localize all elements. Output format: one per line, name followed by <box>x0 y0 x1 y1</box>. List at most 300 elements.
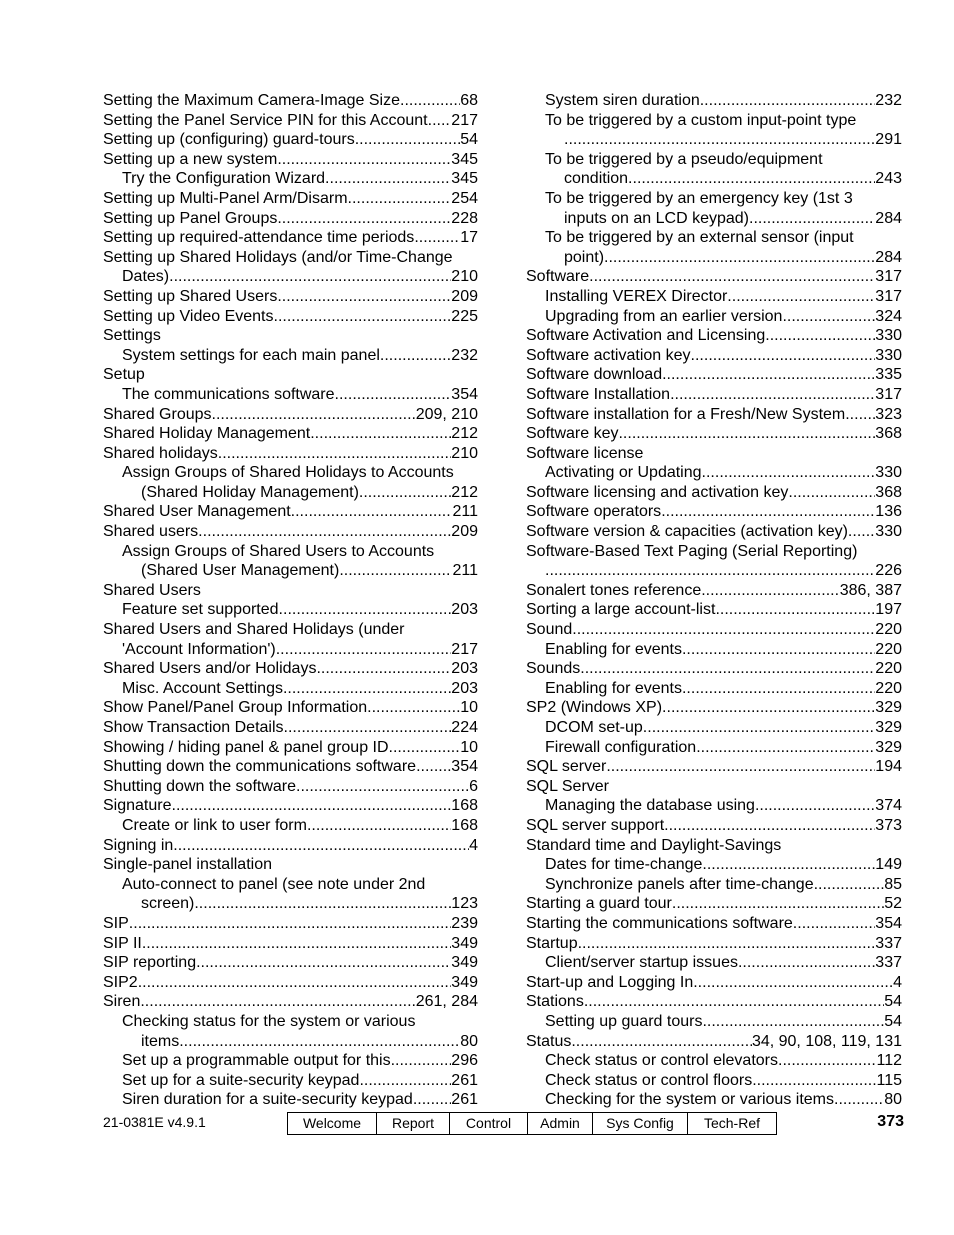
index-entry-page: 368 <box>875 425 902 443</box>
dot-leader <box>572 620 875 640</box>
index-entry-text: To be triggered by an external sensor (input <box>545 229 854 247</box>
dot-leader <box>428 111 452 131</box>
index-entry <box>526 1032 902 1052</box>
index-entry-page: 261 <box>451 1071 478 1089</box>
index-entry-text: Setting the Maximum Camera-Image Size <box>103 92 400 109</box>
dot-leader <box>584 992 884 1012</box>
index-entry-page: 211 <box>452 562 478 580</box>
index-entry-page: 115 <box>876 1071 902 1089</box>
index-entry <box>526 1012 902 1032</box>
dot-leader <box>316 659 451 679</box>
dot-leader <box>296 777 469 797</box>
index-entry-page: 168 <box>451 816 478 834</box>
dot-leader <box>416 757 451 777</box>
index-entry-text: Setting up (configuring) guard-tours <box>103 131 355 149</box>
dot-leader <box>693 973 893 993</box>
index-entry-text: Setting up a new system <box>103 150 278 168</box>
index-entry-text: Setting up required-attendance time periods <box>103 229 415 247</box>
index-entry-text: Shared User Management <box>103 503 291 521</box>
dot-leader <box>391 1051 452 1071</box>
index-entry <box>103 483 478 503</box>
dot-leader <box>752 1071 876 1091</box>
index-entry-text: Software licensing and activation key <box>526 483 789 501</box>
index-entry-text: Misc. Account Settings <box>122 679 283 697</box>
index-entry <box>526 385 902 405</box>
index-entry-text: Start-up and Logging In <box>526 973 694 991</box>
index-entry-page: 168 <box>451 797 478 815</box>
index-entry-page: 329 <box>875 699 902 717</box>
footer-nav-bar <box>287 1112 777 1135</box>
index-entry-text: items <box>141 1032 180 1050</box>
dot-leader <box>218 444 452 464</box>
dot-leader <box>140 992 415 1012</box>
index-entry <box>526 483 902 503</box>
index-entry-page: 284 <box>875 248 902 266</box>
index-entry-text: Synchronize panels after time-change <box>545 875 814 893</box>
dot-leader <box>380 346 451 366</box>
index-entry-page: 330 <box>875 523 902 541</box>
index-entry <box>526 659 902 679</box>
index-entry-text: Shared Users <box>103 581 201 599</box>
index-entry-text: Set up a programmable output for this <box>122 1052 391 1070</box>
index-entry-text: Software-Based Text Paging (Serial Reporting) <box>526 542 858 560</box>
index-entry-page: 210 <box>451 444 478 462</box>
index-entry <box>526 640 902 660</box>
index-entry <box>526 189 902 209</box>
index-entry-page: 224 <box>451 719 478 736</box>
index-entry-text: Feature set supported <box>122 601 279 619</box>
index-entry-text: Software Installation <box>526 385 671 403</box>
dot-leader <box>682 640 875 660</box>
index-entry-page: 197 <box>875 601 902 619</box>
index-entry <box>103 992 478 1012</box>
index-entry-text: Installing VEREX Director <box>545 287 728 305</box>
index-entry <box>103 620 478 640</box>
index-entry-page: 337 <box>875 934 902 952</box>
index-entry <box>103 914 478 934</box>
index-entry-page: 220 <box>875 660 902 678</box>
index-entry <box>103 581 478 601</box>
index-entry-page: 261, 284 <box>415 993 478 1011</box>
index-entry <box>103 287 478 307</box>
dot-leader <box>212 405 416 425</box>
index-entry-page: 330 <box>875 346 902 364</box>
dot-leader <box>738 953 875 973</box>
index-entry <box>526 581 902 601</box>
dot-leader <box>604 248 875 268</box>
index-entry-text: SIP II <box>103 934 142 952</box>
index-entry-text: (Shared Holiday Management) <box>141 483 359 501</box>
index-entry-text: Client/server startup issues <box>545 954 738 972</box>
index-entry <box>103 424 478 444</box>
dot-leader <box>682 679 875 699</box>
index-entry-page: 329 <box>875 738 902 756</box>
index-entry <box>103 561 478 581</box>
index-entry-page: 291 <box>875 131 902 149</box>
index-entry <box>103 796 478 816</box>
index-entry-text: Sounds <box>526 660 581 678</box>
index-entry-text: Shared holidays <box>103 444 218 462</box>
dot-leader <box>571 1032 752 1052</box>
index-entry-text: Assign Groups of Shared Holidays to Accounts <box>122 464 454 482</box>
index-entry-text: Set up for a suite-security keypad <box>122 1071 360 1089</box>
index-entry-text: To be triggered by an emergency key (1st 3 <box>545 189 853 207</box>
index-entry-text: Shared Groups <box>103 405 212 423</box>
index-entry-text: Software version & capacities (activation key) <box>526 523 848 541</box>
index-entry-page: 261 <box>451 1091 478 1109</box>
index-entry-page: 329 <box>875 719 902 736</box>
index-entry <box>103 248 478 268</box>
index-entry-text: Single-panel installation <box>103 856 272 874</box>
index-entry <box>526 287 902 307</box>
dot-leader <box>173 836 469 856</box>
index-entry <box>526 326 902 346</box>
index-entry-page: 354 <box>451 385 478 403</box>
dot-leader <box>367 698 460 718</box>
index-entry <box>103 698 478 718</box>
index-entry-text: Setting up Shared Holidays (and/or Time-Change <box>103 248 453 266</box>
index-entry-text: point) <box>564 248 605 266</box>
index-entry-text: Create or link to user form <box>122 816 307 834</box>
index-entry-page: 212 <box>451 425 478 443</box>
index-entry-text: Starting the communications software <box>526 914 793 932</box>
dot-leader <box>702 855 875 875</box>
nav-tech-ref-link[interactable]: Tech-Ref <box>703 1115 761 1131</box>
index-entry-text: Signing in <box>103 836 174 854</box>
index-entry-text: Assign Groups of Shared Users to Accounts <box>122 542 435 560</box>
index-entry-page: 354 <box>875 914 902 932</box>
index-entry-text: System siren duration <box>545 92 700 109</box>
index-entry-page: 324 <box>875 307 902 325</box>
dot-leader <box>310 424 451 444</box>
dot-leader <box>359 483 451 503</box>
dot-leader <box>277 150 451 170</box>
index-entry <box>526 150 902 170</box>
index-entry-page: 330 <box>875 327 902 345</box>
dot-leader <box>348 189 452 209</box>
index-entry <box>103 111 478 131</box>
index-entry-page: 254 <box>451 189 478 207</box>
index-entry <box>526 228 902 248</box>
index-entry-page: 226 <box>875 562 902 580</box>
dot-leader <box>696 738 875 758</box>
index-entry <box>526 522 902 542</box>
index-entry-page: 4 <box>469 836 478 854</box>
dot-leader <box>400 91 460 111</box>
dot-leader <box>172 796 452 816</box>
dot-leader <box>129 914 452 934</box>
index-entry-page: 373 <box>875 816 902 834</box>
index-entry <box>103 346 478 366</box>
index-entry-text: Startup <box>526 934 578 952</box>
index-entry <box>526 424 902 444</box>
index-entry-text: Software download <box>526 366 663 384</box>
index-entry-page: 203 <box>451 601 478 619</box>
index-entry-page: 243 <box>875 170 902 188</box>
index-entry-page: 225 <box>451 307 478 325</box>
index-entry-text: Checking status for the system or various <box>122 1012 416 1030</box>
index-entry <box>526 346 902 366</box>
dot-leader <box>194 894 451 914</box>
index-entry <box>103 836 478 856</box>
dot-leader <box>142 934 451 954</box>
index-entry <box>526 542 902 562</box>
dot-leader <box>765 326 875 346</box>
index-entry-page: 220 <box>875 679 902 697</box>
nav-report-link[interactable]: Report <box>377 1113 450 1134</box>
dot-leader <box>578 934 876 954</box>
index-entry <box>526 796 902 816</box>
index-entry <box>526 934 902 954</box>
index-entry-page: 220 <box>875 640 902 658</box>
index-entry-page: 349 <box>451 934 478 952</box>
index-entry-page: 217 <box>451 640 478 658</box>
index-entry-text: Starting a guard tour <box>526 895 672 913</box>
index-entry-page: 194 <box>875 758 902 776</box>
index-entry-page: 209 <box>451 523 478 541</box>
index-entry-text: Status <box>526 1032 572 1050</box>
index-entry-text: Dates for time-change <box>545 856 703 874</box>
index-entry-page: 232 <box>451 346 478 364</box>
index-entry-text: Shared Users and Shared Holidays (under <box>103 621 405 639</box>
index-entry-page: 220 <box>875 621 902 639</box>
index-entry-text: Enabling for events <box>545 640 682 658</box>
index-entry-page: 330 <box>875 464 902 482</box>
dot-leader <box>672 894 884 914</box>
index-entry-page: 112 <box>876 1052 902 1070</box>
index-entry-text: SQL server support <box>526 816 665 834</box>
index-entry-text: screen) <box>141 895 195 913</box>
document-id: 21-0381E v4.9.1 <box>103 1114 206 1130</box>
dot-leader <box>339 561 452 581</box>
index-entry <box>526 836 902 856</box>
dot-leader <box>755 796 875 816</box>
index-entry <box>103 267 478 287</box>
index-entry <box>526 992 902 1012</box>
dot-leader <box>198 522 451 542</box>
index-entry-page: 323 <box>875 405 902 423</box>
index-entry-page: 54 <box>884 1012 902 1030</box>
index-entry <box>526 875 902 895</box>
index-entry <box>103 444 478 464</box>
index-entry-page: 317 <box>875 385 902 403</box>
index-entry <box>103 91 478 111</box>
index-entry-text: Shared Holiday Management <box>103 425 311 443</box>
index-entry-text: condition <box>564 170 629 188</box>
index-entry-text: Shutting down the software <box>103 777 297 795</box>
index-entry-page: 296 <box>451 1052 478 1070</box>
dot-leader <box>355 130 461 150</box>
index-right-column <box>526 91 902 1110</box>
index-entry <box>103 659 478 679</box>
dot-leader <box>283 679 451 699</box>
dot-leader <box>700 91 876 111</box>
dot-leader <box>414 228 460 248</box>
index-entry-text: Try the Configuration Wizard <box>122 170 326 188</box>
index-entry <box>103 522 478 542</box>
index-entry-text: Software key <box>526 425 619 443</box>
index-entry-page: 217 <box>451 111 478 129</box>
dot-leader <box>564 130 875 150</box>
index-entry-page: 80 <box>460 1032 478 1050</box>
dot-leader <box>413 1090 451 1110</box>
index-entry <box>526 816 902 836</box>
index-entry <box>526 973 902 993</box>
index-entry-page: 34, 90, 108, 119, 131 <box>751 1032 902 1050</box>
index-entry-text: Software activation key <box>526 346 691 364</box>
index-entry-page: 80 <box>884 1091 902 1109</box>
index-entry-text: Show Panel/Panel Group Information <box>103 699 368 717</box>
index-entry-text: Setting up Panel Groups <box>103 209 278 227</box>
dot-leader <box>670 385 875 405</box>
index-entry <box>103 307 478 327</box>
index-entry <box>103 600 478 620</box>
index-entry-text: Checking for the system or various items <box>545 1091 834 1109</box>
index-entry <box>526 91 902 111</box>
index-entry-text: Shared Users and/or Holidays <box>103 660 317 678</box>
index-entry-page: 203 <box>451 679 478 697</box>
index-entry-text: Shutting down the communications software <box>103 758 417 776</box>
dot-leader <box>727 287 875 307</box>
index-entry-text: Check status or control elevators <box>545 1052 778 1070</box>
index-entry <box>526 777 902 797</box>
index-entry <box>103 953 478 973</box>
index-entry-text: Show Transaction Details <box>103 719 284 736</box>
index-entry <box>103 875 478 895</box>
index-entry <box>526 130 902 150</box>
index-entry-text: To be triggered by a custom input-point type <box>545 111 857 129</box>
dot-leader <box>196 953 451 973</box>
index-entry-text: Settings <box>103 327 161 345</box>
dot-leader <box>389 738 461 758</box>
index-entry-text: To be triggered by a pseudo/equipment <box>545 150 823 168</box>
index-entry <box>103 209 478 229</box>
index-entry-page: 17 <box>460 229 478 247</box>
dot-leader <box>589 267 875 287</box>
dot-leader <box>661 502 875 522</box>
index-entry-page: 232 <box>875 92 902 109</box>
index-entry <box>526 1071 902 1091</box>
index-entry <box>526 365 902 385</box>
dot-leader <box>845 405 875 425</box>
index-entry-page: 4 <box>893 973 902 991</box>
page-number: 373 <box>877 1113 904 1130</box>
dot-leader <box>307 816 451 836</box>
index-entry <box>103 1051 478 1071</box>
nav-welcome-link[interactable]: Welcome <box>288 1113 377 1134</box>
index-entry-text: SQL Server <box>526 777 609 795</box>
index-entry-text: Auto-connect to panel (see note under 2nd <box>122 875 426 893</box>
index-entry-text: The communications software <box>122 385 335 403</box>
index-entry-text: Signature <box>103 797 172 815</box>
index-entry-text: Sonalert tones reference <box>526 581 702 599</box>
index-entry <box>103 228 478 248</box>
index-entry <box>103 1012 478 1032</box>
index-entry <box>103 326 478 346</box>
nav-admin-link[interactable]: Admin <box>528 1113 593 1134</box>
index-entry <box>103 189 478 209</box>
index-entry-text: SIP2 <box>103 973 138 991</box>
index-entry <box>103 973 478 993</box>
index-entry <box>103 640 478 660</box>
index-entry <box>526 307 902 327</box>
dot-leader <box>628 169 875 189</box>
index-entry <box>526 757 902 777</box>
page-footer <box>0 1112 954 1136</box>
index-entry <box>526 620 902 640</box>
index-entry-text: Shared users <box>103 523 199 541</box>
index-entry-text: Software installation for a Fresh/New System <box>526 405 846 423</box>
index-entry-page: 85 <box>884 875 902 893</box>
index-entry <box>103 1071 478 1091</box>
dot-leader <box>169 267 451 287</box>
index-entry-text: Setting the Panel Service PIN for this Account <box>103 111 428 129</box>
nav-sys-config-link[interactable]: Sys Config <box>593 1113 688 1134</box>
index-entry-text: Setting up guard tours <box>545 1012 703 1030</box>
index-entry-page: 368 <box>875 483 902 501</box>
index-entry-text: Showing / hiding panel & panel group ID <box>103 738 389 756</box>
index-entry-text: SQL server <box>526 758 607 776</box>
index-entry-text: Sorting a large account-list <box>526 601 716 619</box>
index-entry-page: 210 <box>451 268 478 286</box>
index-entry <box>526 738 902 758</box>
index-entry <box>103 738 478 758</box>
dot-leader <box>284 718 452 738</box>
index-entry <box>103 130 478 150</box>
index-entry-text: Software Activation and Licensing <box>526 327 766 345</box>
index-entry <box>103 855 478 875</box>
index-entry <box>526 1051 902 1071</box>
index-entry-text: Firewall configuration <box>545 738 697 756</box>
index-entry <box>526 953 902 973</box>
dot-leader <box>277 209 451 229</box>
index-entry-text: Software license <box>526 444 644 462</box>
index-entry <box>526 111 902 131</box>
index-entry <box>103 502 478 522</box>
dot-leader <box>715 600 875 620</box>
dot-leader <box>662 365 875 385</box>
index-entry <box>526 209 902 229</box>
dot-leader <box>691 346 876 366</box>
index-entry-text: inputs on an LCD keypad) <box>564 209 749 227</box>
index-entry <box>526 248 902 268</box>
index-entry-page: 211 <box>452 503 478 521</box>
index-entry-text: Enabling for events <box>545 679 682 697</box>
index-entry <box>103 679 478 699</box>
index-entry <box>103 777 478 797</box>
index-entry <box>526 679 902 699</box>
dot-leader <box>702 1012 884 1032</box>
index-entry-text: Setup <box>103 366 145 384</box>
index-entry <box>103 757 478 777</box>
index-entry-page: 337 <box>875 954 902 972</box>
dot-leader <box>643 718 876 738</box>
dot-leader <box>793 914 876 934</box>
dot-leader <box>782 307 875 327</box>
index-entry <box>526 169 902 189</box>
index-entry-page: 386, 387 <box>839 581 902 599</box>
dot-leader <box>325 169 451 189</box>
index-entry-page: 239 <box>451 914 478 932</box>
dot-leader <box>814 875 885 895</box>
index-entry-page: 374 <box>875 797 902 815</box>
index-entry <box>526 267 902 287</box>
index-entry-text: Siren duration for a suite-security keypad <box>122 1091 413 1109</box>
nav-control-link[interactable]: Control <box>450 1113 528 1134</box>
dot-leader <box>138 973 452 993</box>
index-entry <box>103 718 478 738</box>
dot-leader <box>274 307 452 327</box>
